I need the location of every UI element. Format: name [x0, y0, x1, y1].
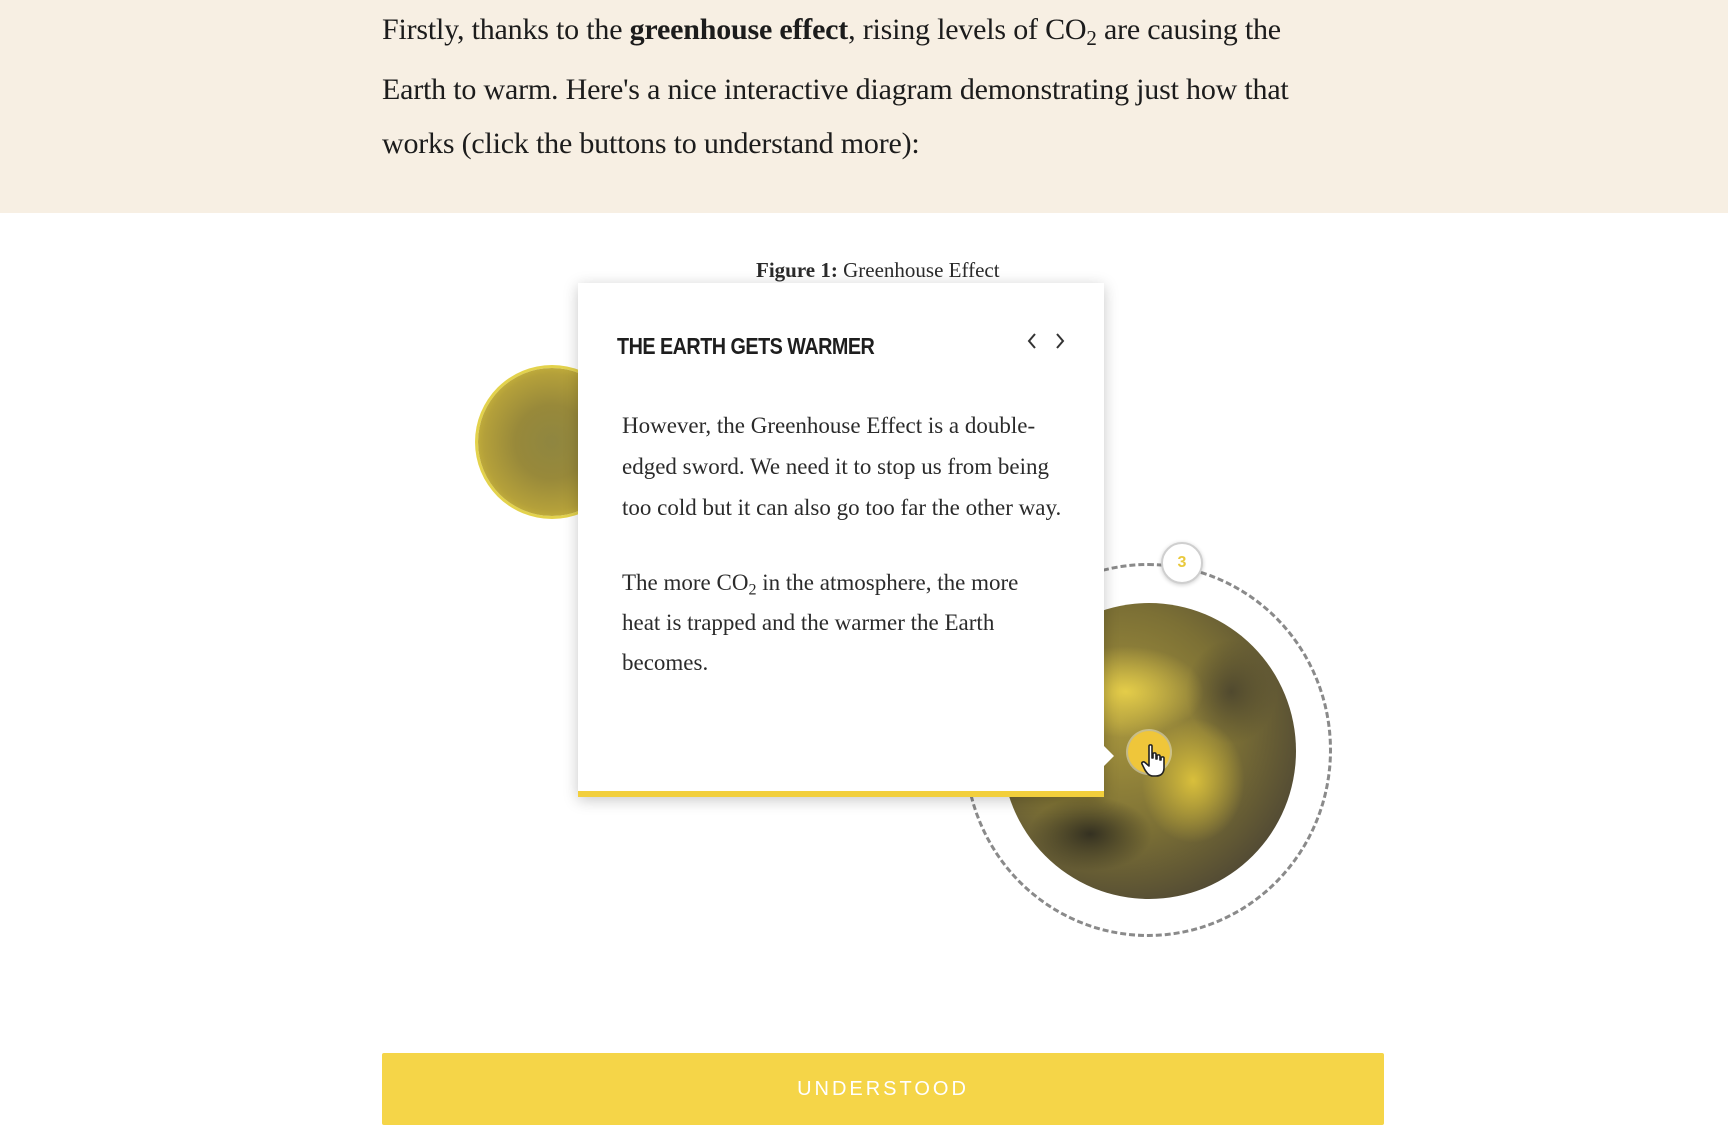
intro-text: Firstly, thanks to the — [382, 13, 630, 46]
intro-section — [0, 0, 1728, 213]
card-paragraph-1: However, the Greenhouse Effect is a double-edged sword. We need it to stop us from being too cold but it can also go too far the other way. — [622, 413, 1062, 520]
co2-subscript: 2 — [748, 581, 757, 599]
intro-paragraph — [382, 0, 1362, 177]
intro-text: are causing the — [1096, 13, 1281, 46]
card-body — [622, 405, 1062, 683]
card-text: The more CO — [622, 570, 749, 595]
figure-title: Greenhouse Effect — [843, 258, 1000, 282]
card-title: THE EARTH GETS WARMER — [617, 333, 875, 359]
info-card — [578, 283, 1104, 797]
intro-line-2: Earth to warm. Here's a nice interactive diagram demonstrating just how that — [382, 73, 1289, 106]
step-marker-button[interactable]: 3 — [1161, 542, 1203, 584]
figure-label: Figure 1: — [756, 258, 838, 282]
card-paragraph-2 — [622, 563, 1062, 683]
intro-line-1 — [382, 0, 1362, 59]
previous-button[interactable] — [1021, 328, 1043, 354]
card-text: in the atmosphere, the more heat is trapped and the warmer the Earth becomes. — [622, 570, 1019, 675]
next-button[interactable] — [1049, 328, 1071, 354]
intro-line-3: works (click the buttons to understand more): — [382, 127, 920, 160]
greenhouse-effect-term: greenhouse effect — [629, 13, 849, 46]
chevron-right-icon — [1054, 331, 1066, 351]
chevron-left-icon — [1026, 331, 1038, 351]
co2-subscript: 2 — [1086, 25, 1097, 50]
hand-pointer-icon — [1141, 744, 1167, 778]
understood-button[interactable]: UNDERSTOOD — [382, 1053, 1384, 1125]
figure-caption — [756, 258, 1000, 283]
intro-text: , rising levels of CO — [848, 13, 1087, 46]
